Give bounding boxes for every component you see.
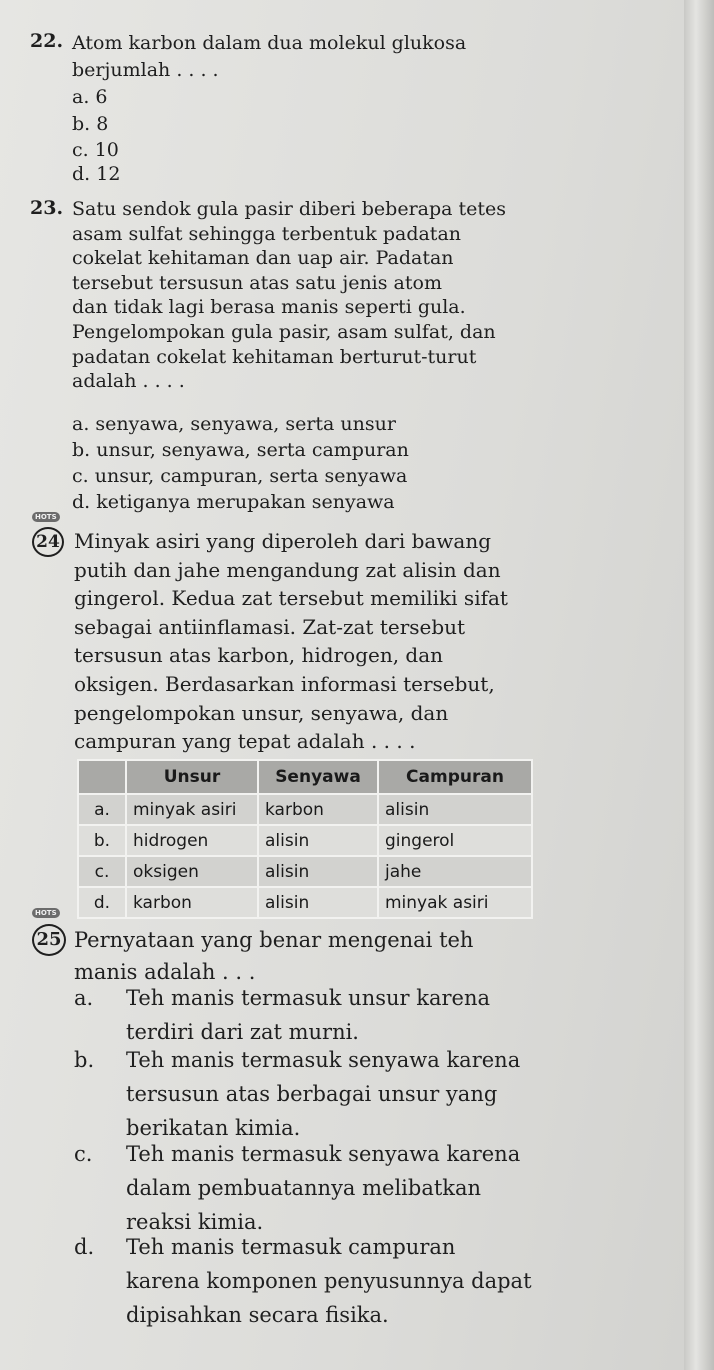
table-cell: b.	[78, 825, 126, 856]
table-header: Campuran	[378, 760, 532, 794]
option-d[interactable]: d. 12	[72, 163, 121, 185]
option-c[interactable]: c. unsur, campuran, serta senyawa	[72, 465, 408, 487]
table-cell: alisin	[258, 887, 378, 918]
question-line: Pengelompokan gula pasir, asam sulfat, dan	[72, 320, 496, 343]
table-cell: alisin	[258, 825, 378, 856]
table-cell: karbon	[126, 887, 258, 918]
question-line: gingerol. Kedua zat tersebut memiliki sifat	[74, 586, 508, 611]
table-header: Senyawa	[258, 760, 378, 794]
table-row[interactable]	[78, 887, 532, 918]
hots-badge: HOTS	[32, 512, 60, 522]
option-d[interactable]: d. ketiganya merupakan senyawa	[72, 491, 395, 513]
table-cell: a.	[78, 794, 126, 825]
table-cell: jahe	[378, 856, 532, 887]
table-cell: minyak asiri	[378, 887, 532, 918]
question-line: putih dan jahe mengandung zat alisin dan	[74, 557, 501, 582]
question-line: campuran yang tepat adalah . . . .	[74, 729, 416, 754]
question-line: tersebut tersusun atas satu jenis atom	[72, 271, 442, 294]
option-a[interactable]: a. senyawa, senyawa, serta unsur	[72, 413, 396, 435]
question-line: tersusun atas karbon, hidrogen, dan	[74, 643, 444, 668]
table-row[interactable]	[78, 856, 532, 887]
option-a[interactable]: a. 6	[72, 86, 108, 108]
table-cell: c.	[78, 856, 126, 887]
option-line: tersusun atas berbagai unsur yang	[126, 1082, 498, 1106]
question-line: asam sulfat sehingga terbentuk padatan	[72, 222, 462, 245]
question-number: 23.	[30, 197, 64, 219]
option-line: Teh manis termasuk campuran	[126, 1235, 456, 1259]
table-cell: alisin	[378, 794, 532, 825]
answer-table	[77, 759, 533, 919]
question-line: berjumlah . . . .	[72, 59, 219, 81]
option-letter: a.	[74, 986, 94, 1010]
option-letter: b.	[74, 1048, 95, 1072]
option-line: terdiri dari zat murni.	[126, 1020, 359, 1044]
question-line: cokelat kehitaman dan uap air. Padatan	[72, 247, 454, 270]
question-line: Atom karbon dalam dua molekul glukosa	[72, 32, 467, 54]
question-line: dan tidak lagi berasa manis seperti gula.	[72, 296, 466, 319]
question-24	[74, 527, 508, 756]
question-line: manis adalah . . .	[74, 960, 256, 984]
option-line: Teh manis termasuk unsur karena	[126, 986, 490, 1010]
table-header	[78, 760, 126, 794]
option-line: dipisahkan secara fisika.	[126, 1303, 389, 1327]
option-line: reaksi kimia.	[126, 1210, 264, 1234]
question-line: oksigen. Berdasarkan informasi tersebut,	[74, 671, 495, 696]
question-line: adalah . . . .	[72, 370, 185, 393]
table-cell: minyak asiri	[126, 794, 258, 825]
question-line: Satu sendok gula pasir diberi beberapa tetes	[72, 198, 507, 220]
question-line: padatan cokelat kehitaman berturut-turut	[72, 345, 477, 368]
option-b[interactable]: b. unsur, senyawa, serta campuran	[72, 439, 409, 461]
table-cell: karbon	[258, 794, 378, 825]
question-number-circle: 24	[32, 527, 64, 557]
table-row[interactable]	[78, 794, 532, 825]
question-line: sebagai antiinflamasi. Zat-zat tersebut	[74, 614, 466, 639]
question-25	[74, 924, 473, 988]
option-b[interactable]: b. 8	[72, 113, 109, 135]
page-edge	[684, 0, 714, 1370]
table-cell: gingerol	[378, 825, 532, 856]
question-number-circle: 25	[32, 924, 66, 956]
option-letter: d.	[74, 1235, 95, 1259]
option-line: Teh manis termasuk senyawa karena	[126, 1142, 521, 1166]
table-cell: d.	[78, 887, 126, 918]
option-letter: c.	[74, 1142, 93, 1166]
hots-badge: HOTS	[32, 908, 60, 918]
option-c[interactable]: c. 10	[72, 139, 119, 161]
table-cell: alisin	[258, 856, 378, 887]
table-cell: oksigen	[126, 856, 258, 887]
question-line: pengelompokan unsur, senyawa, dan	[74, 700, 449, 725]
question-line: Pernyataan yang benar mengenai teh	[74, 928, 474, 952]
question-line: Minyak asiri yang diperoleh dari bawang	[74, 529, 492, 553]
option-line: Teh manis termasuk senyawa karena	[126, 1048, 521, 1072]
table-header: Unsur	[126, 760, 258, 794]
table-cell: hidrogen	[126, 825, 258, 856]
option-line: berikatan kimia.	[126, 1116, 301, 1140]
option-line: karena komponen penyusunnya dapat	[126, 1269, 532, 1293]
question-number: 22.	[30, 30, 64, 52]
table-row[interactable]	[78, 825, 532, 856]
table-header-row	[78, 760, 532, 794]
option-line: dalam pembuatannya melibatkan	[126, 1176, 482, 1200]
